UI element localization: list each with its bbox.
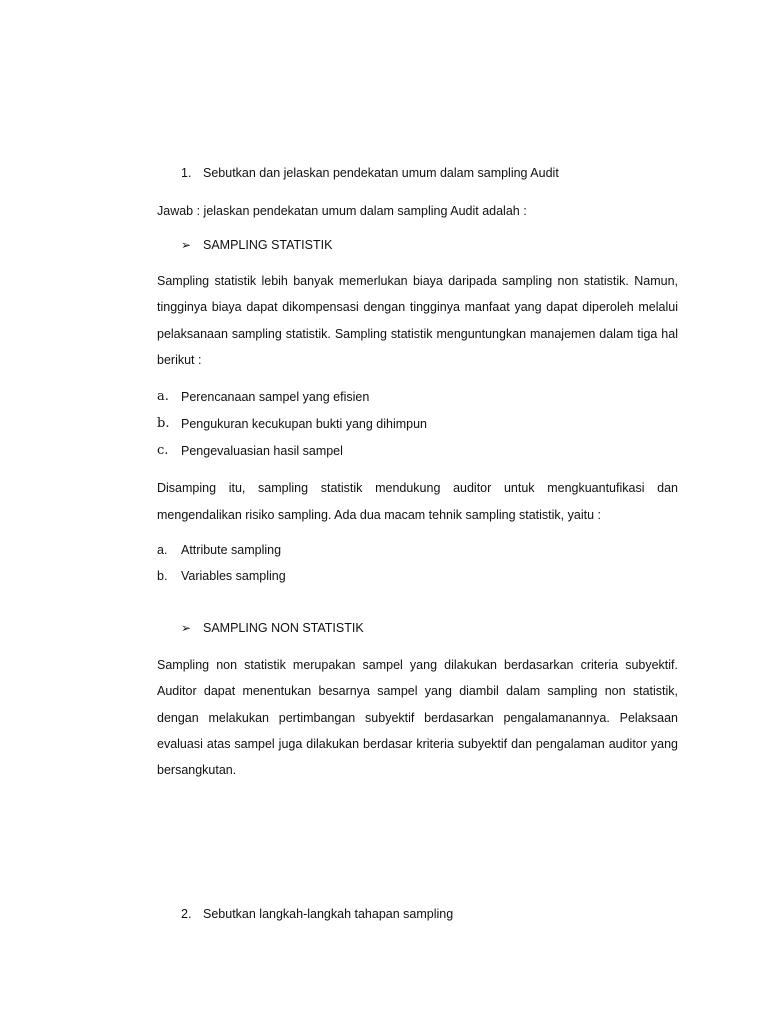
list1-item-b-text: Pengukuran kecukupan bukti yang dihimpun [181,417,428,431]
list2-item-b-letter: b. [157,569,168,583]
question-2-number: 2. [181,907,192,921]
list1-item-a-text: Perencanaan sampel yang efisien [181,390,370,404]
section-statistik-paragraph: Sampling statistik lebih banyak memerlukan biaya daripada sampling non statistik. Namun, tingginya biaya dapat dikompensasi dengan tingginya manfaat yang dapat diperoleh melalui pelaksanaan sampling statistik. Sampling statistik menguntungkan manajemen dalam tiga hal berikut : [157,274,678,367]
list1-item-a-letter: a. [157,389,169,404]
arrow-bullet-icon: ➢ [181,621,192,635]
list1-item-c-text: Pengevaluasian hasil sampel [181,444,343,458]
arrow-bullet-icon: ➢ [181,238,192,252]
section-statistik-paragraph-2: Disamping itu, sampling statistik mendukung auditor untuk mengkuantufikasi dan mengendalikan risiko sampling. Ada dua macam tehnik sampling statistik, yaitu : [157,481,678,522]
list1-item-b-letter: b. [157,416,170,431]
answer-intro: Jawab : jelaskan pendekatan umum dalam sampling Audit adalah : [157,204,527,218]
list2-item-b-text: Variables sampling [181,569,286,583]
section-heading-non-statistik: SAMPLING NON STATISTIK [203,621,364,635]
section-non-statistik-paragraph: Sampling non statistik merupakan sampel yang dilakukan berdasarkan criteria subyektif. Auditor dapat menentukan besarnya sampel yang diambil dalam sampling non statistik, dengan melakukan pertimbangan subyektif berdasarkan pengalamanannya. Pelaksaan evaluasi atas sampel juga dilakukan berdasar kriteria subyektif dan pengalaman auditor yang bersangkutan. [157,658,678,778]
section-heading-statistik: SAMPLING STATISTIK [203,238,333,252]
question-1-number: 1. [181,166,192,180]
list2-item-a-letter: a. [157,543,168,557]
list2-item-a-text: Attribute sampling [181,543,282,557]
list1-item-c-letter: c. [157,443,169,458]
question-1-text: Sebutkan dan jelaskan pendekatan umum dalam sampling Audit [203,166,559,180]
question-2-text: Sebutkan langkah-langkah tahapan sampling [203,907,454,921]
